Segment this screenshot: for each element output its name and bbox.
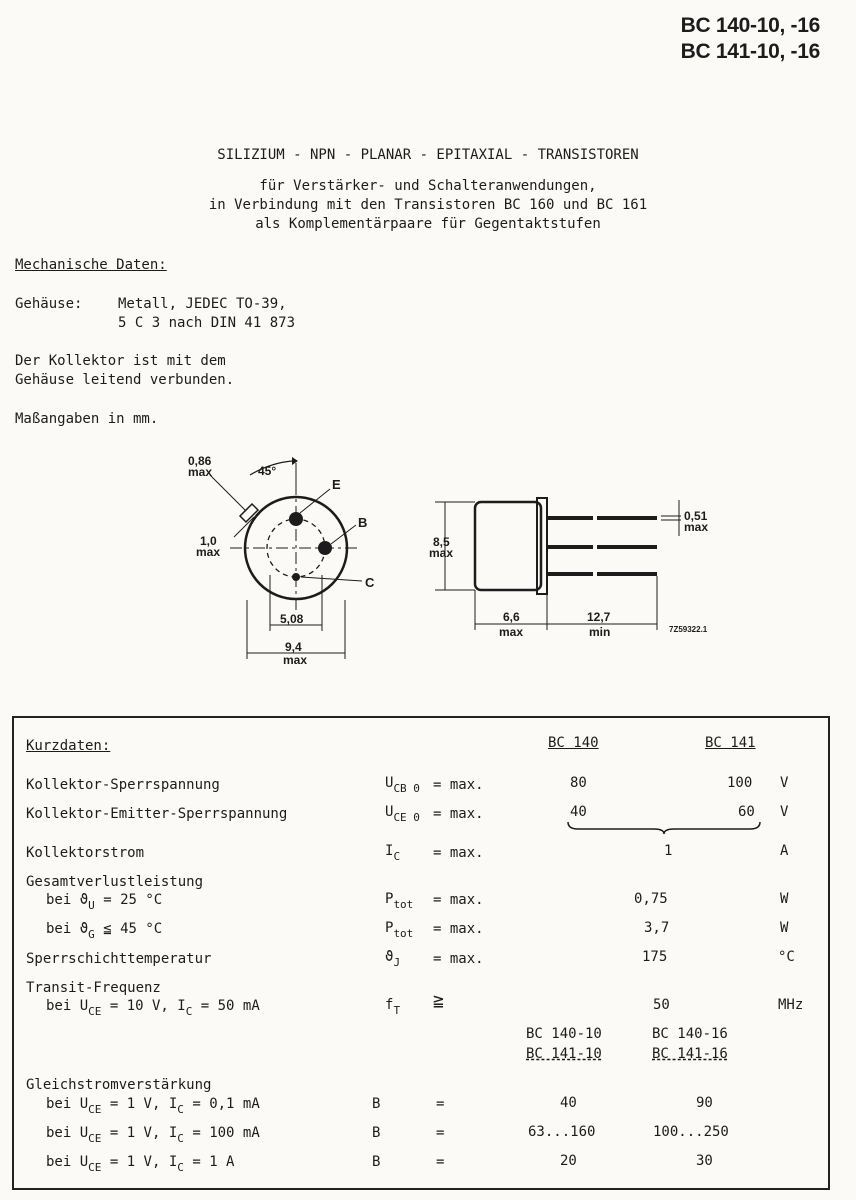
row-ptot1-unit: W — [780, 891, 789, 907]
intro-line2: in Verbindung mit den Transistoren BC 160 und BC 161 — [208, 197, 648, 213]
row-ic-symbol: $I_C$ — [385, 843, 401, 863]
row-uce-unit: V — [780, 804, 789, 820]
pin-c-label: C — [365, 575, 375, 590]
common-value-brace — [566, 820, 762, 836]
col-header-bc140: BC 140 — [548, 735, 599, 751]
row-tj-symbol: $ϑ_J$ — [385, 949, 401, 969]
row-ft-relation: ≧ — [433, 990, 444, 1011]
row-b3-symbol: B — [372, 1154, 381, 1170]
dim-086-label: 0,86 — [188, 454, 212, 468]
row-b1-group10: 40 — [560, 1095, 577, 1111]
kurzdaten-heading: Kurzdaten: — [26, 738, 111, 754]
row-ic-unit: A — [780, 843, 789, 859]
row-b3-relation: = — [436, 1154, 445, 1170]
row-ptot2-value: 3,7 — [644, 920, 670, 936]
intro-line1: für Verstärker- und Schalteranwendungen, — [259, 178, 597, 194]
dim-10-max: max — [196, 545, 221, 559]
dim-10-label: 1,0 — [200, 534, 217, 548]
dim-85-label: 8,5 — [433, 535, 450, 549]
row-ft-value: 50 — [653, 997, 670, 1013]
row-uce-label: Kollektor-Emitter-Sperrspannung — [26, 806, 288, 822]
gehaeuse-line1: Metall, JEDEC TO-39, — [118, 296, 287, 312]
row-ptot2-symbol: $P_{tot}$ — [385, 920, 414, 940]
row-tj-label: Sperrschichttemperatur — [26, 951, 212, 967]
row-uce-symbol: $U_{CE 0}$ — [385, 804, 420, 824]
row-ft-unit: MHz — [778, 997, 804, 1013]
row-ucb-bc141: 100 — [727, 775, 753, 791]
row-b1-symbol: B — [372, 1096, 381, 1112]
col-header-bc141: BC 141 — [705, 735, 756, 751]
row-ptot1-symbol: $P_{tot}$ — [385, 891, 414, 911]
group-header-bc140-16: BC 140-16 — [652, 1026, 728, 1042]
row-b2-group16: 100...250 — [653, 1124, 729, 1140]
intro-line3: als Komplementärpaare für Gegentaktstufen — [255, 216, 601, 232]
row-b3-group16: 30 — [696, 1153, 713, 1169]
dim-051-label: 0,51 — [684, 509, 708, 523]
row-b3-condition: bei $U_{CE} = 1$ V, $I_C = 1$ A — [46, 1154, 235, 1174]
row-b2-group10: 63...160 — [528, 1124, 596, 1140]
row-ptot1-value: 0,75 — [634, 891, 668, 907]
row-b2-symbol: B — [372, 1125, 381, 1141]
row-b3-group10: 20 — [560, 1153, 577, 1169]
row-b1-condition: bei $U_{CE} = 1$ V, $I_C = 0,1$ mA — [46, 1096, 260, 1116]
row-ft-symbol: $f_T$ — [385, 997, 401, 1017]
group-header-bc141-10: BC 141-10 — [526, 1046, 602, 1062]
row-b2-relation: = — [436, 1125, 445, 1141]
dim-85-max: max — [429, 546, 454, 560]
row-ptot2-unit: W — [780, 920, 789, 936]
group-header-bc140-10: BC 140-10 — [526, 1026, 602, 1042]
row-uce-bc140: 40 — [570, 804, 587, 820]
row-ucb-relation: = max. — [433, 777, 484, 793]
dim-94-label: 9,4 — [285, 640, 302, 654]
ft-heading: Transit-Frequenz — [26, 980, 161, 996]
row-ft-condition: bei $U_{CE} = 10$ V, $I_C = 50$ mA — [46, 998, 260, 1018]
masse-note: Maßangaben in mm. — [15, 411, 159, 427]
dim-127-min: min — [589, 625, 611, 639]
row-ic-value: 1 — [664, 843, 673, 859]
type-header-line1: BC 140-10, -16 — [680, 14, 820, 37]
row-tj-value: 175 — [642, 949, 668, 965]
dim-086-max: max — [188, 465, 213, 479]
drawing-code: 7Z59322.1 — [669, 625, 708, 634]
group-header-bc141-16: BC 141-16 — [652, 1046, 728, 1062]
row-uce-relation: = max. — [433, 806, 484, 822]
row-ucb-bc140: 80 — [570, 775, 587, 791]
row-ptot1-relation: = max. — [433, 892, 484, 908]
side-view-drawing — [425, 480, 755, 645]
row-ptot1-condition: bei $ϑ_U = 25$ °C — [46, 892, 163, 912]
dim-051-max: max — [684, 520, 709, 534]
row-tj-unit: °C — [778, 949, 795, 965]
ptot-heading: Gesamtverlustleistung — [26, 874, 204, 890]
row-b1-group16: 90 — [696, 1095, 713, 1111]
row-b1-relation: = — [436, 1096, 445, 1112]
pin-e-label: E — [332, 477, 341, 492]
row-ptot2-relation: = max. — [433, 921, 484, 937]
row-tj-relation: = max. — [433, 951, 484, 967]
kollektor-line1: Der Kollektor ist mit dem — [15, 353, 226, 369]
row-ptot2-condition: bei $ϑ_G$ ≦ 45 °C — [46, 921, 163, 941]
row-ucb-label: Kollektor-Sperrspannung — [26, 777, 220, 793]
pin-b-label: B — [358, 515, 368, 530]
type-header-line2: BC 141-10, -16 — [680, 40, 820, 63]
row-ic-relation: = max. — [433, 845, 484, 861]
row-ucb-unit: V — [780, 775, 789, 791]
bottom-view-drawing — [170, 445, 410, 675]
angle-label: 45° — [258, 464, 277, 478]
dim-66-max: max — [499, 625, 524, 639]
dim-127-label: 12,7 — [587, 610, 611, 624]
kollektor-line2: Gehäuse leitend verbunden. — [15, 372, 235, 388]
row-ic-label: Kollektorstrom — [26, 845, 145, 861]
row-ucb-symbol: $U_{CB 0}$ — [385, 775, 420, 795]
dim-94-max: max — [283, 653, 308, 667]
intro-title: SILIZIUM - NPN - PLANAR - EPITAXIAL - TRANSISTOREN — [217, 147, 639, 163]
row-uce-bc141: 60 — [738, 804, 755, 820]
dim-508-label: 5,08 — [280, 612, 304, 626]
row-b2-condition: bei $U_{CE} = 1$ V, $I_C = 100$ mA — [46, 1125, 260, 1145]
gehaeuse-line2: 5 C 3 nach DIN 41 873 — [118, 315, 296, 331]
gehaeuse-label: Gehäuse: — [15, 296, 83, 312]
mech-heading: Mechanische Daten: — [15, 257, 167, 273]
b-heading: Gleichstromverstärkung — [26, 1077, 212, 1093]
dim-66-label: 6,6 — [503, 610, 520, 624]
